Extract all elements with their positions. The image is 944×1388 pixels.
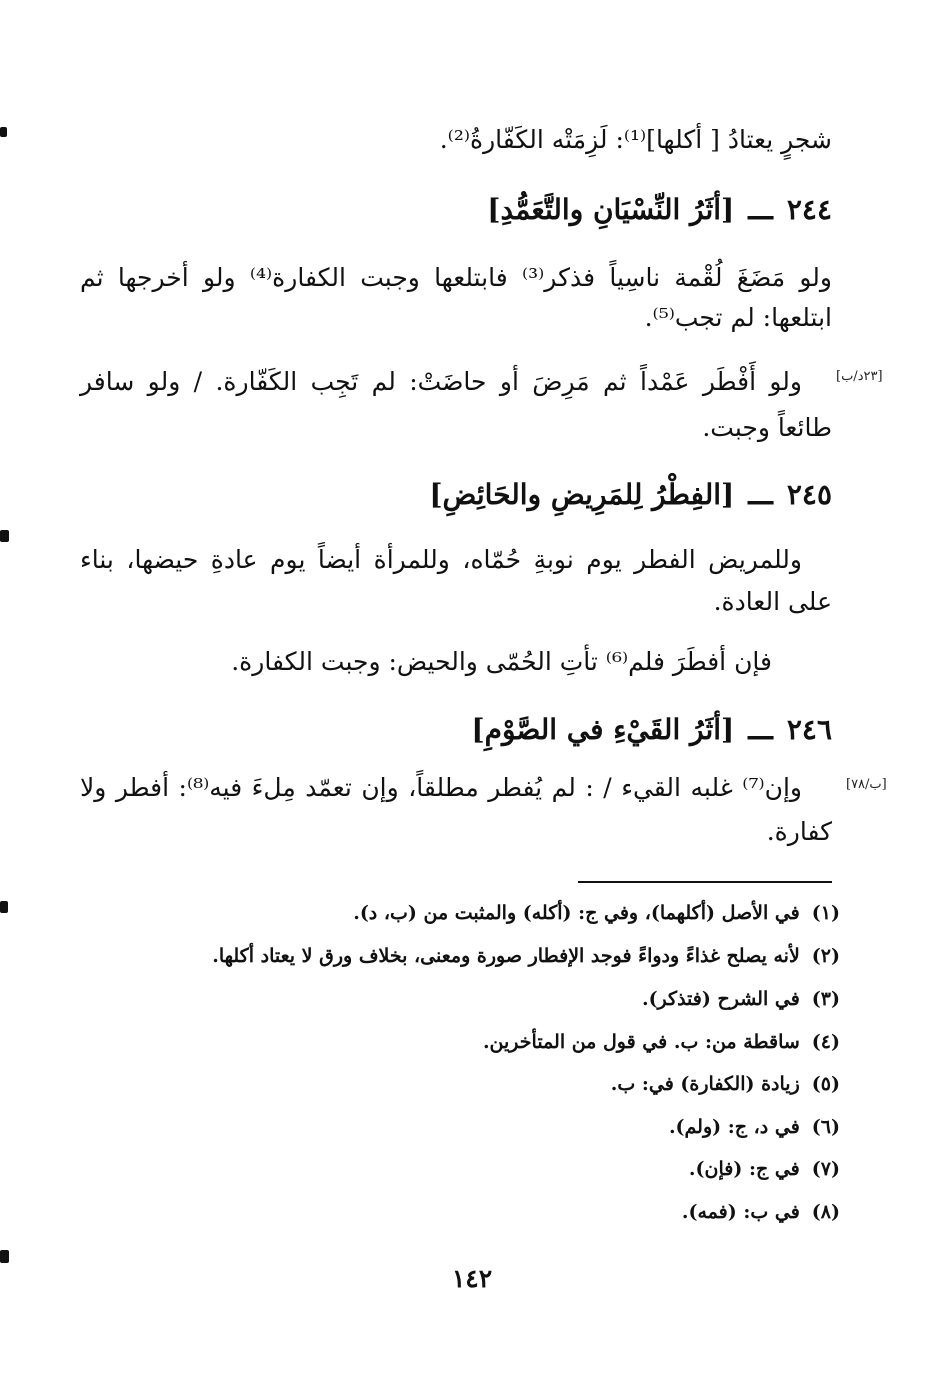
footnote-number: (٦) <box>811 1116 840 1138</box>
text-line: طائعاً وجبت. <box>702 413 832 442</box>
section-title: [الفِطْرُ لِلمَرِيضِ والحَائِضِ] <box>429 478 735 511</box>
text-line: على العادة. <box>713 587 832 616</box>
text-line: ابتلعها: لم تجب⁽⁵⁾. <box>644 303 832 332</box>
footnote <box>669 1112 840 1142</box>
footnote-text: في ج: (فإن). <box>688 1158 800 1180</box>
footnote-text: في ب: (فمه). <box>681 1201 800 1223</box>
footnote <box>682 1197 840 1227</box>
footnote <box>642 984 840 1014</box>
footnote-number: (٥) <box>811 1073 840 1095</box>
text-line: وإن⁽⁷⁾ غلبه القيء / : لم يُفطر مطلقاً، وإن تعمّد مِلءَ فيه⁽⁸⁾: أفطر ولا <box>80 773 802 802</box>
text-line: فإن أفطَرَ فلم⁽⁶⁾ تأتِ الحُمّى والحيض: وجبت الكفارة. <box>231 647 772 676</box>
text-line: كفارة. <box>766 817 832 846</box>
footnote-text: في الشرح (فتذكر). <box>641 988 800 1010</box>
margin-reference: [ب/٧٨] <box>846 777 887 792</box>
scan-mark <box>0 901 8 913</box>
section-number: ٢٤٦ <box>786 713 832 746</box>
section-title: [أثَرُ القَيْءِ في الصَّوْمِ] <box>471 713 735 746</box>
margin-reference: [٢٣د/ب] <box>836 369 883 384</box>
text-line: ولو مَضَغَ لُقْمة ناسِياً فذكر⁽³⁾ فابتلعها وجبت الكفارة⁽⁴⁾ ولو أخرجها ثم <box>80 263 832 292</box>
footnote-text: في الأصل (أكلهما)، وفي ج: (أكله) والمثبت من (ب، د). <box>353 902 800 924</box>
page-number: ١٤٢ <box>451 1264 493 1293</box>
footnote <box>689 1154 840 1184</box>
footnote-text: ساقطة من: ب. في قول من المتأخرين. <box>482 1031 800 1053</box>
text-line: وللمريض الفطر يوم نوبةِ حُمّاه، وللمرأة أيضاً يوم عادةِ حيضها، بناء <box>80 545 802 574</box>
footnote-separator <box>578 881 832 883</box>
scan-mark <box>0 530 9 542</box>
footnote <box>353 898 840 928</box>
scan-mark <box>0 127 7 137</box>
footnote <box>212 941 840 971</box>
scan-mark <box>0 1250 9 1263</box>
text-line: ولو أَفْطَر عَمْداً ثم مَرِضَ أو حاضَتْ: لم تَجِب الكَفّارة. / ولو سافر <box>80 367 802 396</box>
footnote-number: (١) <box>811 902 840 924</box>
section-number: ٢٤٥ <box>786 478 832 511</box>
section-number: ٢٤٤ <box>786 193 832 226</box>
footnote <box>483 1027 840 1057</box>
footnote <box>611 1069 840 1099</box>
footnote-number: (٨) <box>811 1201 840 1223</box>
section-heading-246 <box>471 710 832 750</box>
footnote-text: في د، ج: (ولم). <box>668 1116 800 1138</box>
footnote-number: (٢) <box>811 945 840 967</box>
section-dash: ـــ <box>748 193 773 226</box>
section-dash: ـــ <box>748 713 773 746</box>
footnote-number: (٣) <box>811 988 840 1010</box>
section-heading-245 <box>429 475 832 515</box>
footnote-text: لأنه يصلح غذاءً ودواءً فوجد الإفطار صورة ومعنى، بخلاف ورق لا يعتاد أكلها. <box>212 945 800 967</box>
section-title: [أثَرُ النِّسْيَانِ والتَّعَمُّدِ] <box>487 193 735 226</box>
text-line: شجرٍ يعتادُ [ أكلها]⁽¹⁾: لَزِمَتْه الكَفّارةُ⁽²⁾. <box>439 125 832 154</box>
section-heading-244 <box>487 190 832 230</box>
section-dash: ـــ <box>748 478 773 511</box>
footnote-text: زيادة (الكفارة) في: ب. <box>610 1073 800 1095</box>
footnote-number: (٧) <box>811 1158 840 1180</box>
footnote-number: (٤) <box>811 1031 840 1053</box>
